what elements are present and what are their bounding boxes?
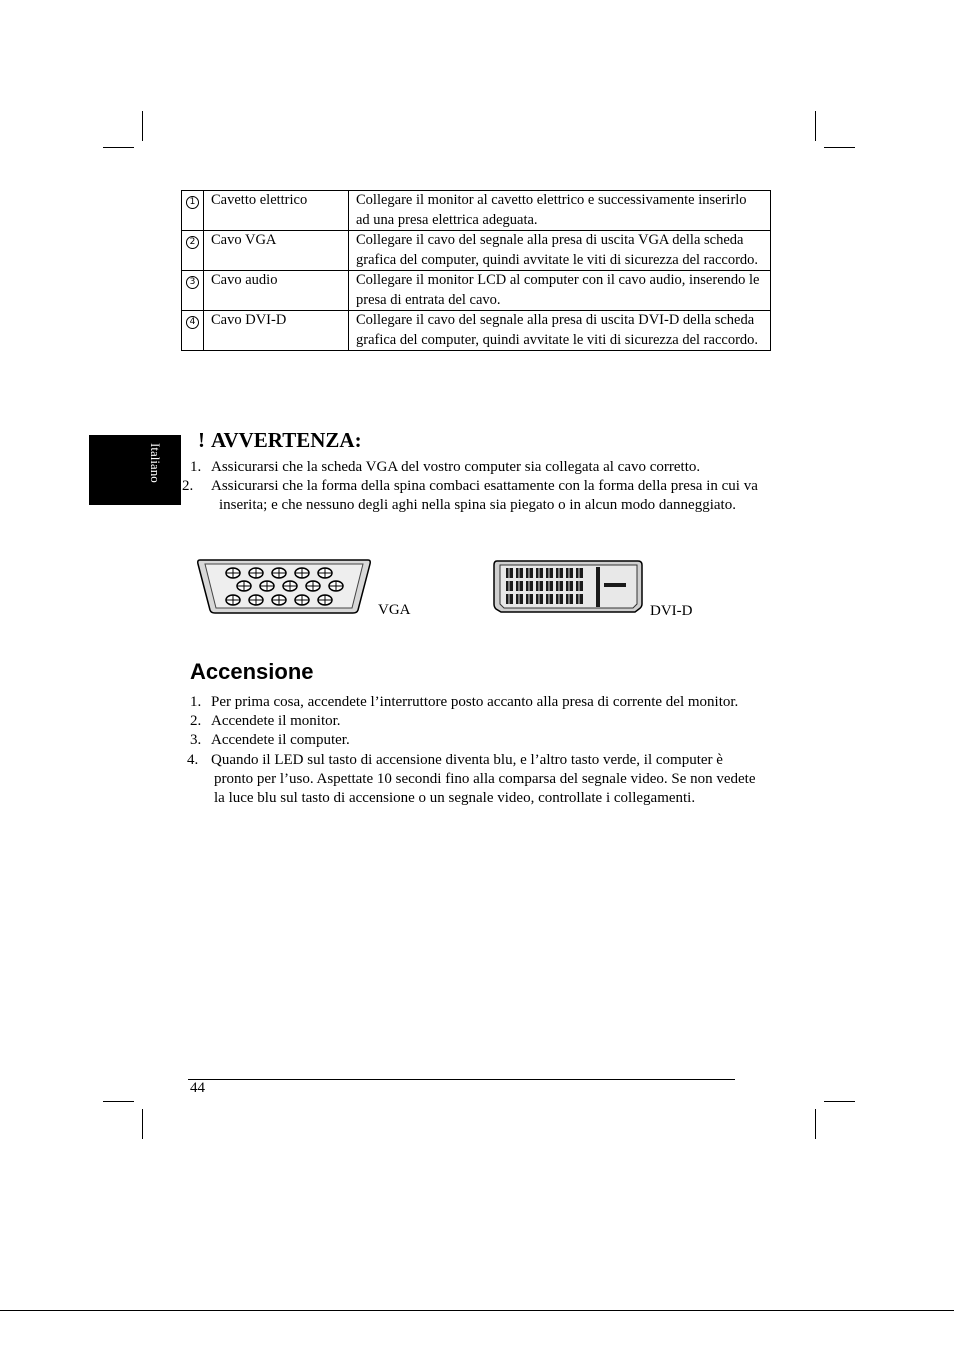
row-number: 2 xyxy=(186,236,199,249)
warning-heading xyxy=(198,428,362,453)
cable-description: Collegare il monitor LCD al computer con il cavo audio, inserendo le presa di entrata del cavo. xyxy=(349,271,771,311)
list-item: 2. Accendete il monitor. xyxy=(190,713,341,730)
crop-mark xyxy=(815,111,816,141)
vga-label: VGA xyxy=(378,602,411,618)
row-number: 4 xyxy=(186,316,199,329)
page-bottom-rule xyxy=(0,1310,954,1311)
cable-description: Collegare il monitor al cavetto elettrico e successivamente inserirlo ad una presa elettrica adeguata. xyxy=(349,191,771,231)
list-item: 1. Assicurarsi che la scheda VGA del vostro computer sia collegata al cavo corretto. xyxy=(190,459,701,475)
crop-mark xyxy=(142,111,143,141)
table-row xyxy=(182,231,771,271)
table-row xyxy=(182,191,771,231)
power-steps-list xyxy=(187,693,764,808)
crop-mark xyxy=(824,1101,855,1102)
dvi-connector-icon xyxy=(492,559,644,615)
list-item: 4. Quando il LED sul tasto di accensione diventa blu, e l’altro tasto verde, il computer è pronto per l’uso. Aspettate 10 secondi fino alla comparsa del segnale video. Se non vedete la luce blu sul tasto di accensione o un segnale video, controllate i collegamenti. xyxy=(187,751,756,807)
cable-name: Cavo VGA xyxy=(204,231,349,271)
cable-name: Cavetto elettrico xyxy=(204,191,349,231)
crop-mark xyxy=(103,1101,134,1102)
list-item: 2. Assicurarsi che la forma della spina combaci esattamente con la forma della presa in cui va inserita; e che nessuno degli aghi nella spina sia piegato o in alcun modo danneggiato. xyxy=(182,478,758,514)
row-number: 3 xyxy=(186,276,199,289)
warning-list xyxy=(182,458,760,516)
language-tab xyxy=(89,435,181,505)
cable-name: Cavo audio xyxy=(204,271,349,311)
vga-connector-icon xyxy=(196,557,372,615)
crop-mark xyxy=(824,147,855,148)
crop-mark xyxy=(142,1109,143,1139)
dvi-label: DVI-D xyxy=(650,603,693,619)
cable-table xyxy=(181,190,771,351)
language-label: Italiano xyxy=(148,443,163,483)
footer-rule xyxy=(188,1079,735,1080)
list-item: 3. Accendete il computer. xyxy=(190,732,350,749)
warning-icon: ! xyxy=(198,428,205,452)
warning-title: AVVERTENZA: xyxy=(211,428,362,452)
section-title: Accensione xyxy=(190,659,314,684)
table-row xyxy=(182,311,771,351)
crop-mark xyxy=(103,147,134,148)
cable-description: Collegare il cavo del segnale alla presa di uscita VGA della scheda grafica del computer, quindi avvitate le viti di sicurezza del raccordo. xyxy=(349,231,771,271)
page-number: 44 xyxy=(190,1080,205,1096)
cable-name: Cavo DVI-D xyxy=(204,311,349,351)
table-row xyxy=(182,271,771,311)
row-number: 1 xyxy=(186,196,199,209)
crop-mark xyxy=(815,1109,816,1139)
cable-description: Collegare il cavo del segnale alla presa di uscita DVI-D della scheda grafica del computer, quindi avvitate le viti di sicurezza del raccordo. xyxy=(349,311,771,351)
list-item: 1. Per prima cosa, accendete l’interruttore posto accanto alla presa di corrente del monitor. xyxy=(190,694,739,710)
